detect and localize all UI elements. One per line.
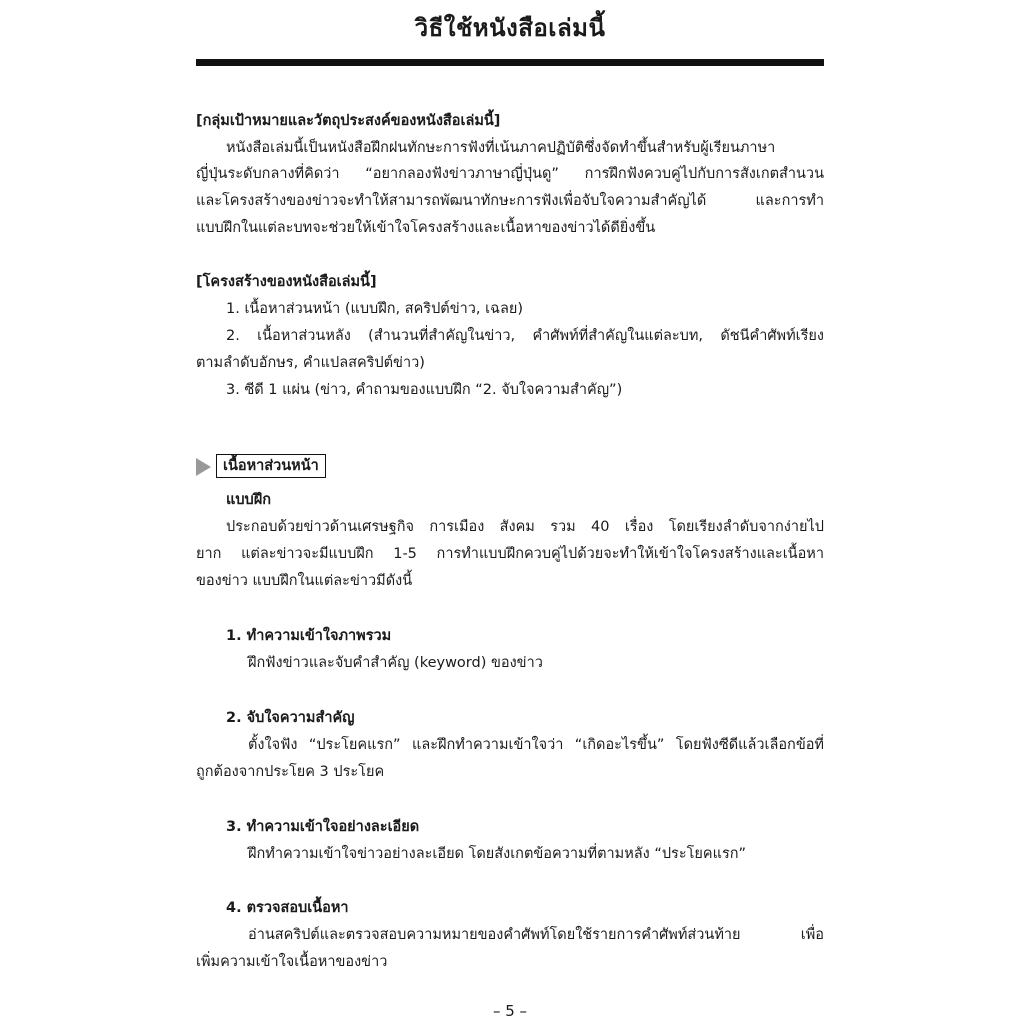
structure-line: 3. ซีดี 1 แผ่น (ข่าว, คำถามของแบบฝึก “2. จับใจความสำคัญ”) <box>226 382 623 398</box>
page-number: – 5 – <box>492 1002 528 1020</box>
page-title: วิธีใช้หนังสือเล่มนี้ <box>414 14 606 42</box>
structure-line: ตามลำดับอักษร, คำแปลสคริปต์ข่าว) <box>196 355 425 371</box>
exercise-item-line: ฝึกฟังข่าวและจับคำสำคัญ (keyword) ของข่าว <box>248 655 543 671</box>
purpose-line: ญี่ปุ่นระดับกลางที่คิดว่า “อยากลองฟังข่าวภาษาญี่ปุ่นดู” การฝึกฟังควบคู่ไปกับการสังเกตสำนวน <box>196 166 824 182</box>
structure-line: 2. เนื้อหาส่วนหลัง (สำนวนที่สำคัญในข่าว, คำศัพท์ที่สำคัญในแต่ละบท, ดัชนีคำศัพท์เรียง <box>226 328 824 344</box>
purpose-line: และโครงสร้างของข่าวจะทำให้สามารถพัฒนาทักษะการฟังเพื่อจับใจความสำคัญได้ และการทำ <box>196 193 824 209</box>
purpose-heading: [กลุ่มเป้าหมายและวัตถุประสงค์ของหนังสือเล่มนี้] <box>196 113 501 129</box>
exercise-item-heading: 3. ทำความเข้าใจอย่างละเอียด <box>226 819 420 835</box>
exercise-item-heading: 1. ทำความเข้าใจภาพรวม <box>226 628 392 644</box>
intro-line: ของข่าว แบบฝึกในแต่ละข่าวมีดังนี้ <box>196 573 413 589</box>
purpose-line: หนังสือเล่มนี้เป็นหนังสือฝึกฝนทักษะการฟังที่เน้นภาคปฏิบัติซึ่งจัดทำขึ้นสำหรับผู้เรียนภาษา <box>226 140 776 156</box>
intro-line: ยาก แต่ละข่าวจะมีแบบฝึก 1-5 การทำแบบฝึกควบคู่ไปด้วยจะทำให้เข้าใจโครงสร้างและเนื้อหา <box>196 546 824 562</box>
structure-heading: [โครงสร้างของหนังสือเล่มนี้] <box>196 274 377 290</box>
purpose-line: แบบฝึกในแต่ละบทจะช่วยให้เข้าใจโครงสร้างและเนื้อหาของข่าวได้ดียิ่งขึ้น <box>196 220 656 236</box>
exercise-heading: แบบฝึก <box>226 492 272 508</box>
exercise-item-line: ถูกต้องจากประโยค 3 ประโยค <box>196 764 385 780</box>
intro-line: ประกอบด้วยข่าวด้านเศรษฐกิจ การเมือง สังคม รวม 40 เรื่อง โดยเรียงลำดับจากง่ายไป <box>226 519 824 535</box>
structure-line: 1. เนื้อหาส่วนหน้า (แบบฝึก, สคริปต์ข่าว, เฉลย) <box>226 301 523 317</box>
exercise-item-heading: 2. จับใจความสำคัญ <box>226 710 355 726</box>
triangle-arrow-icon <box>196 458 211 476</box>
document-page <box>196 0 824 1024</box>
exercise-item-line: อ่านสคริปต์และตรวจสอบความหมายของคำศัพท์โดยใช้รายการคำศัพท์ส่วนท้าย เพื่อ <box>248 927 824 943</box>
exercise-item-line: ตั้งใจฟัง “ประโยคแรก” และฝึกทำความเข้าใจว่า “เกิดอะไรขึ้น” โดยฟังซีดีแล้วเลือกข้อที่ <box>248 737 824 753</box>
section-label-box: เนื้อหาส่วนหน้า <box>216 454 326 478</box>
title-rule <box>196 59 824 66</box>
exercise-item-heading: 4. ตรวจสอบเนื้อหา <box>226 900 349 916</box>
exercise-item-line: ฝึกทำความเข้าใจข่าวอย่างละเอียด โดยสังเกตข้อความที่ตามหลัง “ประโยคแรก” <box>248 846 747 862</box>
exercise-item-line: เพิ่มความเข้าใจเนื้อหาของข่าว <box>196 954 388 970</box>
